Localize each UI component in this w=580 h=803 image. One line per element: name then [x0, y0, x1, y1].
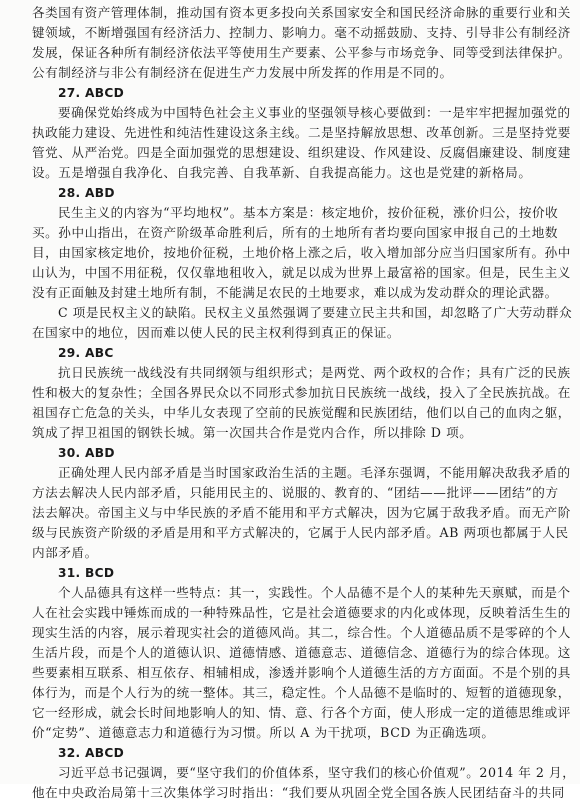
text-line: 管党、从严治党。四是全面加强党的思想建设、组织建设、作风建设、反腐倡廉建设、制度建: [32, 145, 571, 160]
text-line: 要确保党始终成为中国特色社会主义事业的坚强领导核心要做到：一是牢牢把握加强党的: [58, 105, 571, 120]
text-line: 体行为，而是个人行为的统一整体。其三，稳定性。个人品德不是临时的、短暂的道德现象，: [32, 685, 571, 700]
answer-section: [32, 183, 573, 343]
text-line: 它一经形成，就会长时间地影响人的知、情、意、行各个方面，使人形成一定的道德思维或评: [32, 705, 571, 720]
document-body: [32, 3, 576, 803]
text-line: 价“定势”、道德意志力和道德行为习惯。所以 A 为干扰项，BCD 为正确选项。: [32, 725, 495, 740]
text-line: 祖国存亡危急的关头，中华儿女表现了空前的民族觉醒和民族团结，他们以自己的血肉之躯，: [32, 405, 571, 420]
text-line: 设。五是增强自我净化、自我完善、自我革新、自我提高能力。这也是党建的新格局。: [32, 165, 532, 180]
text-line: 山认为，中国不用征税，仅仅靠地租收入，就足以成为世界上最富裕的国家。但是，民生主义: [32, 265, 571, 280]
answer-number: 31. BCD: [58, 566, 115, 580]
text-line: 抗日民族统一战线没有共同纲领与组织形式；是两党、两个政权的合作；具有广泛的民族: [58, 365, 571, 380]
answer-number: 32. ABCD: [58, 746, 125, 760]
text-line: 习近平总书记强调，要“坚守我们的价值体系，坚守我们的核心价值观”。2014 年 2 月，: [58, 765, 576, 780]
text-line: C 项是民权主义的缺陷。民权主义虽然强调了要建立民主共和国，却忽略了广大劳动群众: [58, 305, 573, 320]
text-line: 法去解决。帝国主义与中华民族的矛盾不能用和平方式解决，因为它属于敌我矛盾。而无产阶: [32, 505, 571, 520]
answer-section: [32, 443, 571, 563]
text-line: 些要素相互联系、相互依存、相辅相成，渗透并影响个人道德生活的方方面面。不是个别的具: [32, 665, 571, 680]
answer-section: [32, 743, 576, 803]
text-line: 正确处理人民内部矛盾是当时国家政治生活的主题。毛泽东强调，不能用解决敌我矛盾的: [58, 465, 571, 480]
text-line: 他在中央政治局第十三次集体学习时指出：“我们要从巩固全党全国各族人民团结奋斗的共同: [32, 785, 565, 800]
text-line: 目，由国家核定地价，按地价征税，土地价格上涨之后，收入增加部分应当归国家所有。孙中: [32, 245, 571, 260]
text-line: 买。孙中山指出，在资产阶级革命胜利后，所有的土地所有者均要向国家申报自己的土地数: [32, 225, 558, 240]
text-line: 没有正面触及封建土地所有制，不能满足农民的土地要求，难以成为发动群众的理论武器。: [32, 285, 558, 300]
answer-section: [32, 563, 571, 743]
text-line: 各类国有资产管理体制，推动国有资本更多投向关系国家安全和国民经济命脉的重要行业和关: [32, 5, 571, 20]
text-line: 性和极大的复杂性；全国各界民众以不同形式参加抗日民族统一战线，投入了全民族抗战。在: [32, 385, 571, 400]
text-line: 生活片段，而是个人的道德认识、道德情感、道德意志、道德信念、道德行为的综合体现。这: [32, 645, 571, 660]
continuation-section: [32, 3, 571, 83]
text-line: 公有制经济与非公有制经济在促进生产力发展中所发挥的作用是不同的。: [32, 65, 453, 80]
text-line: 现实生活的内容，展示着现实社会的道德风尚。其二，综合性。个人道德品质不是零碎的个人: [32, 625, 571, 640]
text-line: 级与民族资产阶级的矛盾是用和平方式解决的，它属于人民内部矛盾。AB 两项也都属于人民: [32, 525, 569, 540]
answer-number: 28. ABD: [58, 186, 115, 200]
answer-number: 29. ABC: [58, 346, 114, 360]
answer-number: 30. ABD: [58, 446, 115, 460]
text-line: 个人品德具有这样一些特点：其一，实践性。个人品德不是个人的某种先天禀赋，而是个: [58, 585, 571, 600]
text-line: 发展，保证各种所有制经济依法平等使用生产要素、公平参与市场竞争、同等受到法律保护。: [32, 45, 571, 60]
text-line: 方法去解决人民内部矛盾，只能用民主的、说服的、教育的、“团结——批评——团结”的方: [32, 485, 559, 500]
answer-section: [32, 83, 571, 183]
answer-section: [32, 343, 571, 443]
text-line: 人在社会实践中锤炼而成的一种特殊品性，它是社会道德要求的内化或体现，反映着活生生的: [32, 605, 571, 620]
text-line: 民生主义的内容为“平均地权”。基本方案是：核定地价，按价征税，涨价归公，按价收: [58, 205, 559, 220]
text-line: 执政能力建设、先进性和纯洁性建设这条主线。二是坚持解放思想、改革创新。三是坚持党要: [32, 125, 571, 140]
answer-number: 27. ABCD: [58, 86, 125, 100]
text-line: 筑成了捍卫祖国的钢铁长城。第一次国共合作是党内合作，所以排除 D 项。: [32, 425, 473, 440]
text-line: 内部矛盾。: [32, 545, 98, 560]
text-line: 在国家中的地位，因而难以使人民的民主权利得到真正的保证。: [32, 325, 401, 340]
text-line: 键领域，不断增强国有经济活力、控制力、影响力。毫不动摇鼓励、支持、引导非公有制经济: [32, 25, 571, 40]
